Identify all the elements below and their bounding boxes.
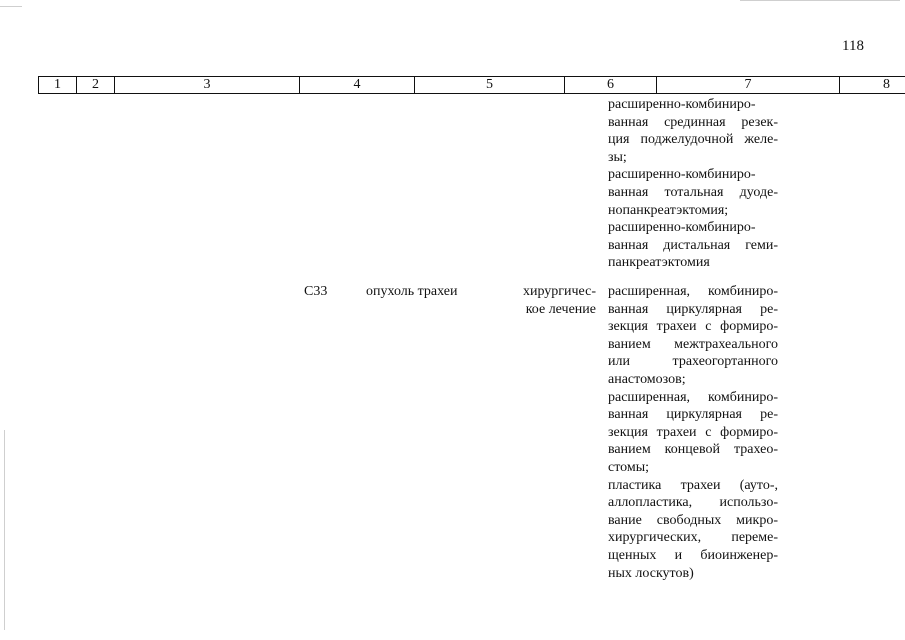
method-line: расширенно-комбиниро- [608,167,756,183]
method-line: анастомозов; [608,371,686,387]
method-line: зекция трахеи с формиро- [608,319,778,335]
method-line: панкреатэктомия [608,255,710,271]
column-2-header: 2 [77,77,115,94]
method-line: ция поджелудочной желе- [608,132,778,148]
method-line: ных лоскутов) [608,565,694,581]
treatment-type-line: хирургичес- [522,284,596,299]
column-1-header: 1 [39,77,77,94]
method-line: расширенно-комбиниро- [608,97,756,112]
treatment-methods-trachea [608,283,778,582]
scan-edge-top-right [740,0,900,1]
method-line: стомы; [608,459,650,475]
method-line: вание свободных микро- [608,512,778,528]
method-line: щенных и биоинженер- [608,547,778,563]
column-7-header: 7 [657,77,840,94]
method-line: ванная тотальная дуоде- [608,184,778,200]
treatment-methods-pancreas [608,96,778,272]
method-line: ванием концевой трахео- [608,442,778,458]
method-line: пластика трахеи (ауто-, [608,477,778,493]
diagnosis-name: опухоль трахеи [366,284,458,299]
method-line: хирургических, переме- [608,530,778,546]
method-line: нопанкреатэктомия; [608,202,729,218]
method-line: зекция трахеи с формиро- [608,424,778,440]
diagnosis-code: С33 [304,284,328,299]
scan-edge-top-left [0,6,22,7]
method-line: ванная циркулярная ре- [608,301,778,317]
page-number: 118 [842,38,864,54]
method-line: зы; [608,149,627,165]
method-line: расширенная, комбиниро- [608,389,778,405]
treatment-type-line: кое лечение [525,301,596,317]
column-6-header: 6 [565,77,657,94]
method-line: ванная срединная резек- [608,114,778,130]
scan-edge-left [4,430,5,630]
method-line: аллопластика, использо- [608,495,778,511]
method-line: или трахеогортанного [608,354,778,370]
treatment-type [504,283,596,318]
column-8-header: 8 [840,77,905,94]
column-3-header: 3 [115,77,300,94]
method-line: ванная циркулярная ре- [608,407,778,423]
column-number-header [38,76,905,94]
method-line: расширенно-комбиниро- [608,220,756,236]
column-5-header: 5 [415,77,565,94]
method-line: расширенная, комбиниро- [608,284,778,299]
method-line: ванием межтрахеального [608,336,778,352]
column-4-header: 4 [300,77,415,94]
method-line: ванная дистальная геми- [608,237,778,253]
